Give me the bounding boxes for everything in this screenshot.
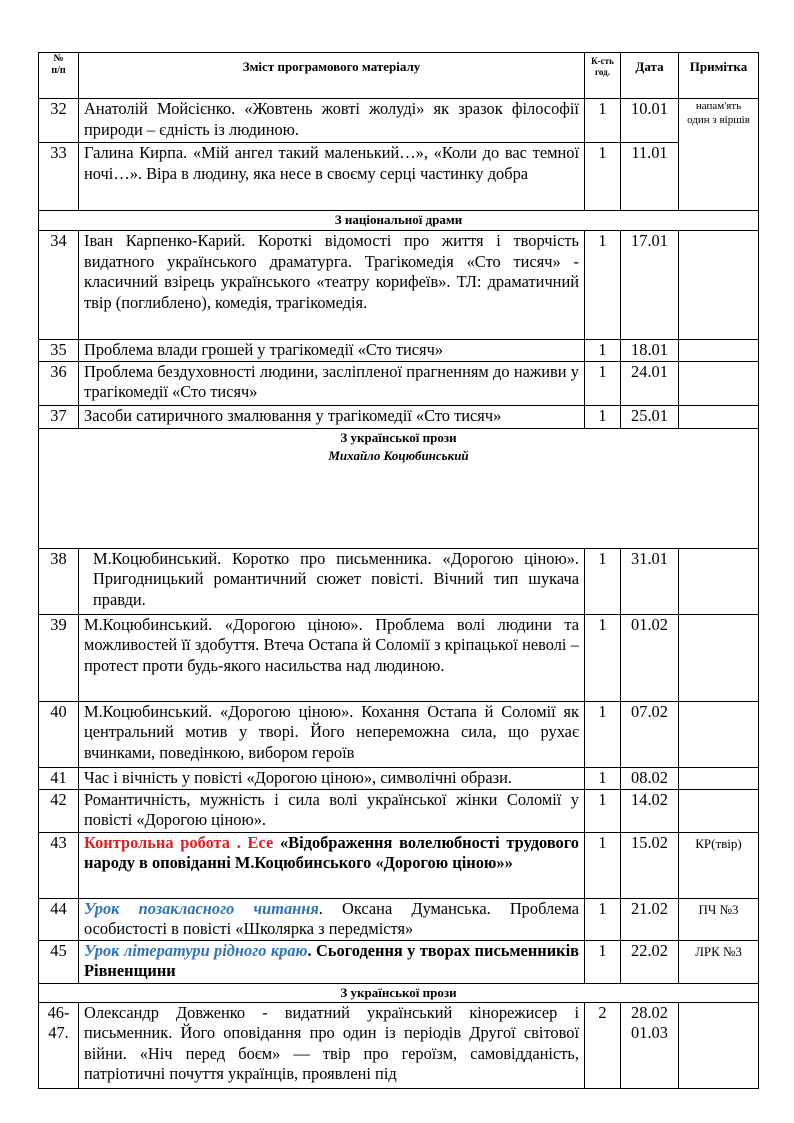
lesson-topic: Засоби сатиричного змалювання у трагікомедії «Сто тисяч» xyxy=(79,405,585,428)
lesson-hours: 2 xyxy=(585,1002,621,1088)
section-row xyxy=(39,211,759,231)
lesson-hours: 1 xyxy=(585,767,621,789)
curriculum-table xyxy=(38,52,759,1089)
table-row xyxy=(39,143,759,211)
table-row xyxy=(39,898,759,940)
lesson-number: 37 xyxy=(39,405,79,428)
lesson-topic xyxy=(79,898,585,940)
lesson-number: 41 xyxy=(39,767,79,789)
lesson-topic: Час і вічність у повісті «Дорогою ціною», символічні образи. xyxy=(79,767,585,789)
lesson-topic: М.Коцюбинський. «Дорогою ціною». Проблема волі людини та можливостей її здобуття. Втеча Остапа й Соломії з кріпацької неволі – протест проти будь-якого насильства над людиною. xyxy=(79,614,585,701)
lesson-date: 08.02 xyxy=(621,767,679,789)
lesson-hours: 1 xyxy=(585,99,621,143)
section-title: З української прози xyxy=(340,429,457,445)
lesson-date: 17.01 xyxy=(621,231,679,340)
lesson-number: 38 xyxy=(39,548,79,614)
table-row xyxy=(39,548,759,614)
section-heading-prose xyxy=(39,428,759,548)
table-row xyxy=(39,1002,759,1088)
lesson-note xyxy=(679,767,759,789)
lesson-number: 40 xyxy=(39,701,79,767)
lesson-date: 07.02 xyxy=(621,701,679,767)
lesson-topic-text: . Оксана Думанська. Проблема особистості в повісті «Школярка з передмістя» xyxy=(84,898,579,938)
section-heading-drama: З національної драми xyxy=(39,211,759,231)
lesson-hours: 1 xyxy=(585,361,621,405)
lesson-number: 44 xyxy=(39,898,79,940)
table-row xyxy=(39,361,759,405)
lesson-topic: Галина Кирпа. «Мій ангел такий маленький…», «Коли до вас темної ночі…». Віра в людину, яка несе в своєму серці частинку добра xyxy=(79,143,585,211)
header-note: Примітка xyxy=(679,53,759,99)
lesson-number: 34 xyxy=(39,231,79,340)
lesson-number: 32 xyxy=(39,99,79,143)
lesson-note: КР(твір) xyxy=(679,832,759,898)
header-date: Дата xyxy=(621,53,679,99)
lesson-hours: 1 xyxy=(585,940,621,983)
lesson-topic: Романтичність, мужність і сила волі української жінки Соломії у повісті «Дорогою ціною». xyxy=(79,789,585,832)
table-row xyxy=(39,614,759,701)
lesson-hours: 1 xyxy=(585,789,621,832)
lesson-number: 42 xyxy=(39,789,79,832)
lesson-number: 45 xyxy=(39,940,79,983)
table-row xyxy=(39,767,759,789)
lesson-number: 39 xyxy=(39,614,79,701)
lesson-topic: Анатолій Мойсієнко. «Жовтень жовті жолуді» як зразок філософії природи – єдність із людиною. xyxy=(79,99,585,143)
lesson-number: 46-47. xyxy=(39,1002,79,1088)
lesson-date: 31.01 xyxy=(621,548,679,614)
lesson-topic-text: . Сьогодення у творах письменників Рівненщини xyxy=(84,940,580,980)
header-content: Зміст програмового матеріалу xyxy=(79,53,585,99)
lesson-date: 22.02 xyxy=(621,940,679,983)
lesson-note xyxy=(679,405,759,428)
lesson-hours: 1 xyxy=(585,231,621,340)
lesson-note: ЛРК №3 xyxy=(679,940,759,983)
lesson-note xyxy=(679,548,759,614)
table-header-row xyxy=(39,53,759,99)
lesson-topic xyxy=(79,940,585,983)
lesson-date: 28.02 01.03 xyxy=(621,1002,679,1088)
lesson-hours: 1 xyxy=(585,340,621,362)
lesson-hours: 1 xyxy=(585,405,621,428)
lesson-type-label: Урок літератури рідного краю xyxy=(84,940,308,960)
lesson-note xyxy=(679,231,759,340)
lesson-topic: Проблема влади грошей у трагікомедії «Сто тисяч» xyxy=(79,340,585,362)
lesson-hours: 1 xyxy=(585,832,621,898)
lesson-date: 10.01 xyxy=(621,99,679,143)
lesson-date: 25.01 xyxy=(621,405,679,428)
lesson-hours: 1 xyxy=(585,898,621,940)
lesson-number: 36 xyxy=(39,361,79,405)
table-row xyxy=(39,940,759,983)
table-row xyxy=(39,832,759,898)
lesson-note xyxy=(679,340,759,362)
lesson-type-label: Урок позакласного читання xyxy=(84,898,319,918)
section-author: Михайло Коцюбинський xyxy=(328,447,469,463)
lesson-note xyxy=(679,361,759,405)
lesson-topic xyxy=(79,832,585,898)
lesson-note: напам'ять один з віршів xyxy=(679,99,759,211)
lesson-note xyxy=(679,789,759,832)
test-label: Контрольна робота . Есе xyxy=(84,832,274,852)
lesson-date: 24.01 xyxy=(621,361,679,405)
lesson-hours: 1 xyxy=(585,701,621,767)
table-row xyxy=(39,99,759,143)
lesson-date: 15.02 xyxy=(621,832,679,898)
lesson-topic: М.Коцюбинський. Коротко про письменника. «Дорогою ціною». Пригодницький романтичний сюжет повісті. Вічний тип шукача правди. xyxy=(79,548,585,614)
lesson-note xyxy=(679,1002,759,1088)
table-row xyxy=(39,701,759,767)
table-row xyxy=(39,405,759,428)
section-heading-prose-2: З української прози xyxy=(39,983,759,1002)
table-row xyxy=(39,231,759,340)
lesson-note xyxy=(679,701,759,767)
header-hours: К-сть год. xyxy=(585,53,621,99)
lesson-topic: Іван Карпенко-Карий. Короткі відомості про життя і творчість видатного українського драматурга. Трагікомедія «Сто тисяч» - класичний взірець українського «театру корифеїв». ТЛ: драматичний твір (поглиблено), комедія, трагікомедія. xyxy=(79,231,585,340)
lesson-topic: Олександр Довженко - видатний український кінорежисер і письменник. Його оповідання про один із періодів Другої світової війни. «Ніч перед боєм» — твір про героїзм, самовідданість, патріотичні почуття українців, проявлені під xyxy=(79,1002,585,1088)
table-row xyxy=(39,789,759,832)
lesson-hours: 1 xyxy=(585,548,621,614)
lesson-date: 18.01 xyxy=(621,340,679,362)
lesson-number: 43 xyxy=(39,832,79,898)
lesson-topic: Проблема бездуховності людини, засліпленої прагненням до наживи у трагікомедії «Сто тисяч» xyxy=(79,361,585,405)
lesson-topic: М.Коцюбинський. «Дорогою ціною». Кохання Остапа й Соломії як центральний мотив у творі. Його непереможна сила, що рухає вчинками, поведінкою, вибором героїв xyxy=(79,701,585,767)
test-topic: «Відображення волелюбності трудового народу в оповіданні М.Коцюбинського «Дорогою ціною»» xyxy=(84,832,579,872)
lesson-note: ПЧ №3 xyxy=(679,898,759,940)
lesson-number: 33 xyxy=(39,143,79,211)
header-number: № п/п xyxy=(39,53,79,99)
section-row xyxy=(39,428,759,548)
lesson-hours: 1 xyxy=(585,143,621,211)
lesson-date: 01.02 xyxy=(621,614,679,701)
lesson-hours: 1 xyxy=(585,614,621,701)
lesson-note xyxy=(679,614,759,701)
lesson-date: 11.01 xyxy=(621,143,679,211)
lesson-date: 21.02 xyxy=(621,898,679,940)
lesson-number: 35 xyxy=(39,340,79,362)
table-row xyxy=(39,340,759,362)
section-row xyxy=(39,983,759,1002)
lesson-date: 14.02 xyxy=(621,789,679,832)
